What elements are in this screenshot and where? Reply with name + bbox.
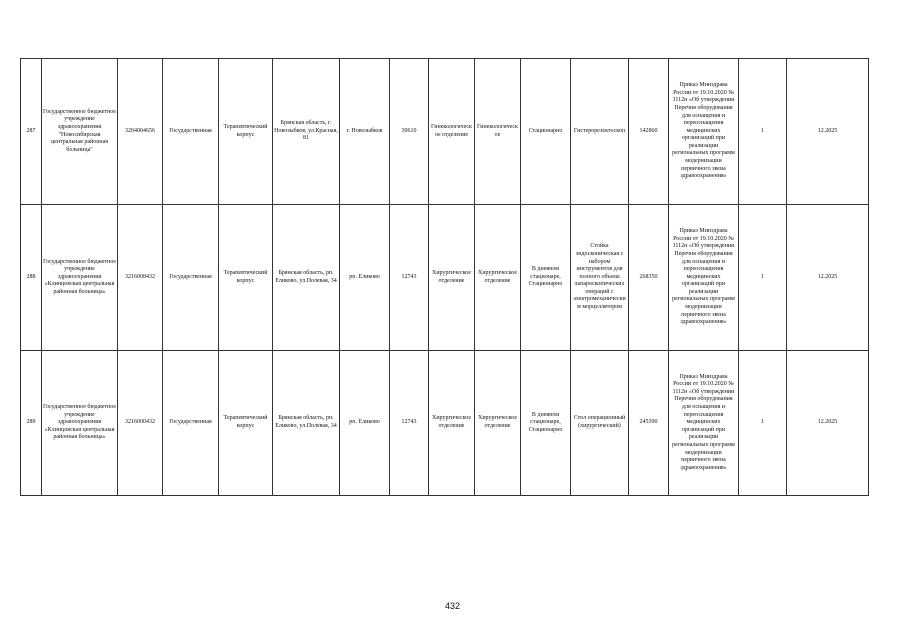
page-number: 432 (444, 601, 461, 611)
table-row (21, 351, 869, 496)
equipment-name: Стол операционный (хирургический) (571, 351, 629, 496)
inn: 3216000432 (118, 351, 163, 496)
inn: 3204004656 (118, 59, 163, 205)
profile: Гинекологическое (475, 59, 521, 205)
address: Брянская область, рп. Еликово, ул.Полевая, 34 (273, 205, 340, 351)
building: Терапевтический корпус (219, 205, 273, 351)
organization-name: Государственное бюджетное учреждение здравоохранения "Новосибирская центральная районная больница" (42, 59, 118, 205)
legal-basis: Приказ Минздрава России от 19.10.2020 № 1112н «Об утверждении Перечня оборудования для оснащения и переоснащения медицинских организаций при реализации региональных программ модернизации первичного звена здравоохранения» (669, 351, 739, 496)
ownership: Государственная (163, 351, 219, 496)
equipment-table (20, 58, 869, 496)
table-row (21, 59, 869, 205)
care-conditions: В дневном стационаре, Стационарно (521, 205, 571, 351)
table-body (21, 59, 869, 496)
locality: рп. Еликово (340, 351, 390, 496)
delivery-date: 12.2025 (787, 205, 869, 351)
equipment-name: Стойка эндоскопическая с набором инструментов для полного объема лапароскопических операций с электромеханическим морцеллятором (571, 205, 629, 351)
address: Брянская область, г. Новозыбков, ул.Красная, 81 (273, 59, 340, 205)
equipment-code: 245390 (629, 351, 669, 496)
department: Хирургическое отделение (429, 351, 475, 496)
row-number: 287 (21, 59, 42, 205)
equipment-code: 268350 (629, 205, 669, 351)
profile: Хирургическое отделение (475, 351, 521, 496)
quantity: 1 (739, 59, 787, 205)
locality: г. Новозыбков (340, 59, 390, 205)
inn: 3216000432 (118, 205, 163, 351)
row-number: 288 (21, 205, 42, 351)
ownership: Государственная (163, 59, 219, 205)
equipment-name: Гистерорезектоскоп (571, 59, 629, 205)
equipment-code: 142860 (629, 59, 669, 205)
locality-code: 30610 (390, 59, 429, 205)
organization-name: Государственное бюджетное учреждение здравоохранения «Клинцовская центральная районная больница» (42, 205, 118, 351)
locality-code: 12743 (390, 205, 429, 351)
row-number: 289 (21, 351, 42, 496)
locality-code: 12743 (390, 351, 429, 496)
table-row (21, 205, 869, 351)
delivery-date: 12.2025 (787, 59, 869, 205)
legal-basis: Приказ Минздрава России от 19.10.2020 № 1112н «Об утверждении Перечня оборудования для оснащения и переоснащения медицинских организаций при реализации региональных программ модернизации первичного звена здравоохранения» (669, 59, 739, 205)
building: Терапевтический корпус (219, 59, 273, 205)
organization-name: Государственное бюджетное учреждение здравоохранения «Клинцовская центральная районная больница» (42, 351, 118, 496)
quantity: 1 (739, 351, 787, 496)
delivery-date: 12.2025 (787, 351, 869, 496)
address: Брянская область, рп. Еликово, ул.Полевая, 34 (273, 351, 340, 496)
locality: рп. Еликово (340, 205, 390, 351)
department: Гинекологическое отделение (429, 59, 475, 205)
building: Терапевтический корпус (219, 351, 273, 496)
profile: Хирургическое отделение (475, 205, 521, 351)
department: Хирургическое отделение (429, 205, 475, 351)
quantity: 1 (739, 205, 787, 351)
care-conditions: Стационарно (521, 59, 571, 205)
legal-basis: Приказ Минздрава России от 19.10.2020 № 1112н «Об утверждении Перечня оборудования для оснащения и переоснащения медицинских организаций при реализации региональных программ модернизации первичного звена здравоохранения» (669, 205, 739, 351)
ownership: Государственная (163, 205, 219, 351)
care-conditions: В дневном стационаре, Стационарно (521, 351, 571, 496)
